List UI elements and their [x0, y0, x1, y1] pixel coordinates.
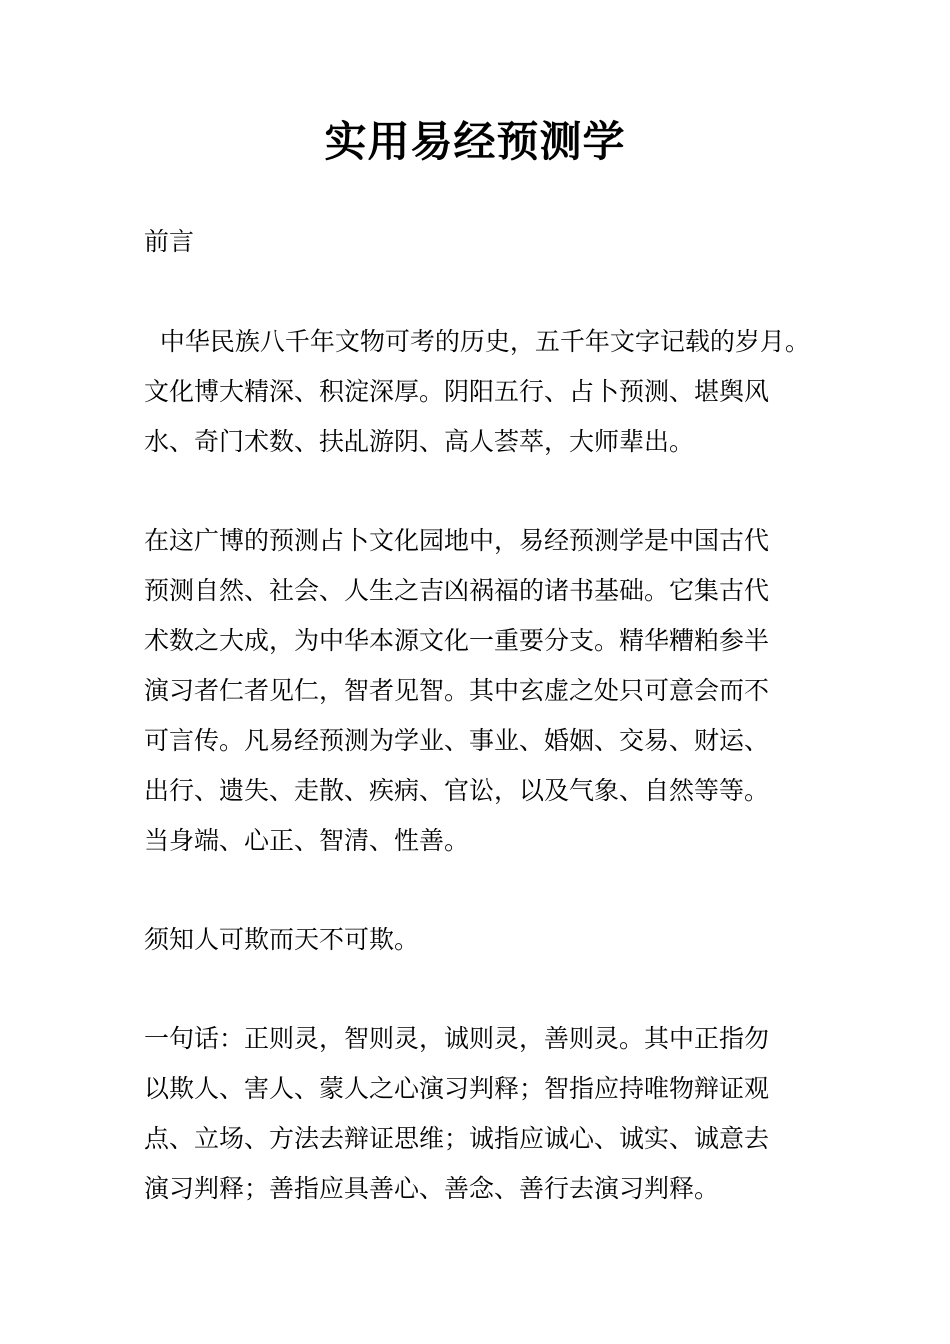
paragraph-2-line-5: 可言传。凡易经预测为学业、事业、婚姻、交易、财运、 [144, 726, 770, 755]
document-title: 实用易经预测学 [324, 117, 626, 166]
paragraph-1-line-2: 文化博大精深、积淀深厚。阴阳五行、占卜预测、堪舆风 [144, 377, 770, 406]
paragraph-2-line-4: 演习者仁者见仁，智者见智。其中玄虚之处只可意会而不 [144, 676, 770, 705]
paragraph-4-line-4: 演习判释；善指应具善心、善念、善行去演习判释。 [144, 1174, 720, 1203]
paragraph-4-line-2: 以欺人、害人、蒙人之心演习判释；智指应持唯物辩证观 [144, 1074, 770, 1103]
paragraph-2-line-1: 在这广博的预测占卜文化园地中，易经预测学是中国古代 [144, 526, 770, 555]
paragraph-1-line-1: 中华民族八千年文物可考的历史，五千年文字记载的岁月。 [144, 327, 810, 356]
paragraph-2-line-3: 术数之大成，为中华本源文化一重要分支。精华糟粕参半 [144, 626, 770, 655]
paragraph-2-line-7: 当身端、心正、智清、性善。 [144, 826, 470, 855]
paragraph-2-line-2: 预测自然、社会、人生之吉凶祸福的诸书基础。它集古代 [144, 576, 770, 605]
paragraph-2-line-6: 出行、遗失、走散、疾病、官讼，以及气象、自然等等。 [144, 776, 770, 805]
paragraph-4-line-1: 一句话：正则灵，智则灵，诚则灵，善则灵。其中正指勿 [144, 1024, 770, 1053]
section-heading: 前言 [144, 227, 195, 256]
paragraph-3-line-1: 须知人可欺而天不可欺。 [144, 925, 420, 954]
paragraph-1-line-3: 水、奇门术数、扶乩游阴、高人荟萃，大师辈出。 [144, 427, 695, 456]
paragraph-4-line-3: 点、立场、方法去辩证思维；诚指应诚心、诚实、诚意去 [144, 1124, 770, 1153]
